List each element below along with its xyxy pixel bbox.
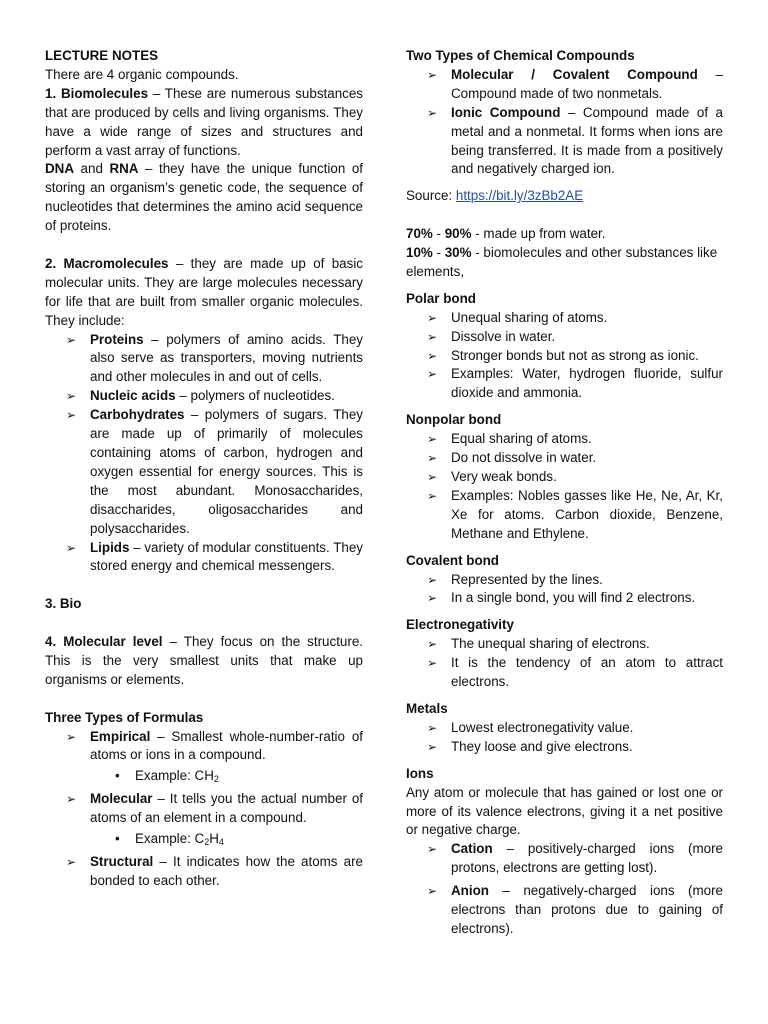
list-item: ➢ Represented by the lines. bbox=[406, 571, 723, 590]
macromolecule-list bbox=[45, 331, 363, 577]
list-item: ➢ Molecular – It tells you the actual number of atoms of an element in a compound. bbox=[66, 791, 363, 826]
arrow-bullet-icon: ➢ bbox=[66, 389, 77, 404]
list-item: ➢ Unequal sharing of atoms. bbox=[406, 309, 723, 328]
arrow-bullet-icon: ➢ bbox=[427, 591, 438, 606]
arrow-bullet-icon: ➢ bbox=[427, 367, 438, 382]
metals-list bbox=[406, 719, 723, 757]
source-line: Source: https://bit.ly/3zBb2AE bbox=[406, 188, 584, 204]
arrow-bullet-icon: ➢ bbox=[427, 739, 438, 754]
biomolecules-heading: 1. Biomolecules bbox=[45, 85, 149, 101]
arrow-bullet-icon: ➢ bbox=[427, 884, 438, 899]
arrow-bullet-icon: ➢ bbox=[66, 540, 77, 555]
list-item: ➢ Molecular / Covalent Compound – Compound made of two nonmetals. bbox=[427, 66, 724, 101]
list-item: ➢ In a single bond, you will find 2 electrons. bbox=[406, 589, 723, 608]
list-item: ➢ Examples: Water, hydrogen fluoride, sulfur dioxide and ammonia. bbox=[427, 366, 723, 401]
bullet-dot-icon: • bbox=[115, 831, 120, 847]
list-item: ➢ The unequal sharing of electrons. bbox=[406, 635, 723, 654]
arrow-bullet-icon: ➢ bbox=[427, 348, 438, 363]
arrow-bullet-icon: ➢ bbox=[427, 572, 438, 587]
arrow-bullet-icon: ➢ bbox=[66, 408, 77, 423]
right-column bbox=[406, 47, 723, 939]
arrow-bullet-icon: ➢ bbox=[66, 855, 77, 869]
arrow-bullet-icon: ➢ bbox=[66, 792, 77, 807]
metals-heading: Metals bbox=[406, 700, 448, 716]
arrow-bullet-icon: ➢ bbox=[427, 842, 438, 857]
arrow-bullet-icon: ➢ bbox=[66, 729, 77, 744]
list-item: ➢ Dissolve in water. bbox=[406, 328, 723, 347]
empirical-example: • Example: $CH_2$ bbox=[115, 768, 219, 785]
list-item: ➢ Equal sharing of atoms. bbox=[406, 430, 723, 449]
list-item: ➢ Lowest electronegativity value. bbox=[406, 719, 723, 738]
list-item: ➢ Examples: Nobles gasses like He, Ne, Ar, Kr, Xe for atoms. Carbon dioxide, Benzene, Methane and Ethylene. bbox=[427, 487, 723, 541]
molecular-level-paragraph: 4. Molecular level – They focus on the structure. This is the very smallest units that make up organisms or elements. bbox=[45, 634, 363, 687]
source-link[interactable]: https://bit.ly/3zBb2AE bbox=[455, 188, 584, 204]
covalent-list bbox=[406, 571, 723, 609]
arrow-bullet-icon: ➢ bbox=[427, 329, 438, 344]
ions-definition: Any atom or molecule that has gained or lost one or more of its valence electrons, giving it a net positive or negative charge. bbox=[406, 784, 723, 838]
arrow-bullet-icon: ➢ bbox=[66, 332, 77, 347]
list-item: ➢ Nucleic acids – polymers of nucleotides. bbox=[45, 387, 363, 406]
electronegativity-list bbox=[406, 635, 723, 692]
biomolecules-paragraph: 1. Biomolecules – These are numerous substances that are produced by cells and living organisms. They have a wide range of sizes and structures and perform a vast array of functions. bbox=[45, 85, 363, 158]
compounds-list bbox=[406, 66, 723, 179]
arrow-bullet-icon: ➢ bbox=[427, 656, 438, 671]
list-item: ➢ Cation – positively-charged ions (more protons, electrons are getting lost). bbox=[427, 841, 723, 876]
arrow-bullet-icon: ➢ bbox=[427, 451, 438, 466]
ions-list bbox=[406, 882, 723, 939]
list-item: ➢ Very weak bonds. bbox=[406, 468, 723, 487]
list-item: ➢ They loose and give electrons. bbox=[406, 738, 723, 757]
bio-heading: 3. Bio bbox=[45, 596, 82, 612]
arrow-bullet-icon: ➢ bbox=[427, 470, 438, 485]
ions-heading: Ions bbox=[406, 765, 434, 781]
bullet-dot-icon: • bbox=[115, 768, 120, 784]
macromolecules-heading: 2. Macromolecules bbox=[45, 255, 169, 271]
lecture-title: LECTURE NOTES bbox=[45, 48, 159, 63]
nonpolar-heading: Nonpolar bond bbox=[406, 412, 502, 428]
formulas-heading: Three Types of Formulas bbox=[45, 709, 204, 725]
list-item: ➢ Do not dissolve in water. bbox=[406, 449, 723, 468]
list-item: ➢ It is the tendency of an atom to attract electrons. bbox=[427, 655, 723, 690]
intro-text: There are 4 organic compounds. bbox=[45, 66, 239, 82]
biomolecule-percent: 10% - 30% - biomolecules and other substances like elements, bbox=[406, 245, 718, 279]
arrow-bullet-icon: ➢ bbox=[427, 637, 438, 652]
list-item: ➢ Empirical – Smallest whole-number-ratio of atoms or ions in a compound. bbox=[66, 728, 363, 763]
arrow-bullet-icon: ➢ bbox=[427, 105, 438, 120]
formulas-list bbox=[45, 728, 363, 766]
polar-heading: Polar bond bbox=[406, 290, 476, 306]
arrow-bullet-icon: ➢ bbox=[427, 488, 438, 503]
list-item: ➢ Structural – It indicates how the atoms are bonded to each other. bbox=[66, 854, 363, 888]
left-column bbox=[45, 47, 363, 891]
nonpolar-list bbox=[406, 430, 723, 543]
list-item: ➢ Ionic Compound – Compound made of a metal and a nonmetal. It forms when ions are being transferred. It is made from a positively and negatively charged ion. bbox=[427, 104, 723, 177]
dna-paragraph: DNA and RNA – they have the unique function of storing an organism’s genetic code, the sequence of nucleotides that determines the amino acid sequence of proteins. bbox=[45, 161, 363, 234]
formulas-list bbox=[45, 790, 363, 828]
macromolecules-paragraph: 2. Macromolecules – they are made up of basic molecular units. They are large molecules necessary for life that are built from smaller organic molecules. They include: bbox=[45, 255, 363, 328]
electronegativity-heading: Electronegativity bbox=[406, 617, 514, 633]
list-item: ➢ Proteins – polymers of amino acids. They also serve as transporters, moving nutrients and other molecules in and out of cells. bbox=[66, 331, 363, 385]
list-item: ➢ Anion – negatively-charged ions (more electrons than protons due to gaining of electrons). bbox=[427, 883, 723, 936]
polar-list bbox=[406, 309, 723, 404]
arrow-bullet-icon: ➢ bbox=[427, 720, 438, 735]
arrow-bullet-icon: ➢ bbox=[427, 67, 438, 82]
molecular-example: • Example: $C_2H_4$ bbox=[115, 831, 224, 848]
arrow-bullet-icon: ➢ bbox=[427, 432, 438, 447]
list-item: ➢ Stronger bonds but not as strong as ionic. bbox=[406, 347, 723, 366]
water-percent: 70% - 90% - made up from water. bbox=[406, 226, 606, 242]
compounds-heading: Two Types of Chemical Compounds bbox=[406, 48, 635, 63]
ions-list bbox=[406, 840, 723, 878]
formulas-list bbox=[45, 853, 363, 891]
covalent-heading: Covalent bond bbox=[406, 552, 499, 568]
list-item: ➢ Carbohydrates – polymers of sugars. They are made up of primarily of molecules containing atoms of carbon, hydrogen and oxygen essential for energy sources. This is the most abundant. Monosaccharides, disaccharides, oligosaccharides and polysaccharides. bbox=[66, 407, 363, 536]
arrow-bullet-icon: ➢ bbox=[427, 310, 438, 325]
list-item: ➢ Lipids – variety of modular constituents. They stored energy and chemical messengers. bbox=[66, 539, 363, 574]
